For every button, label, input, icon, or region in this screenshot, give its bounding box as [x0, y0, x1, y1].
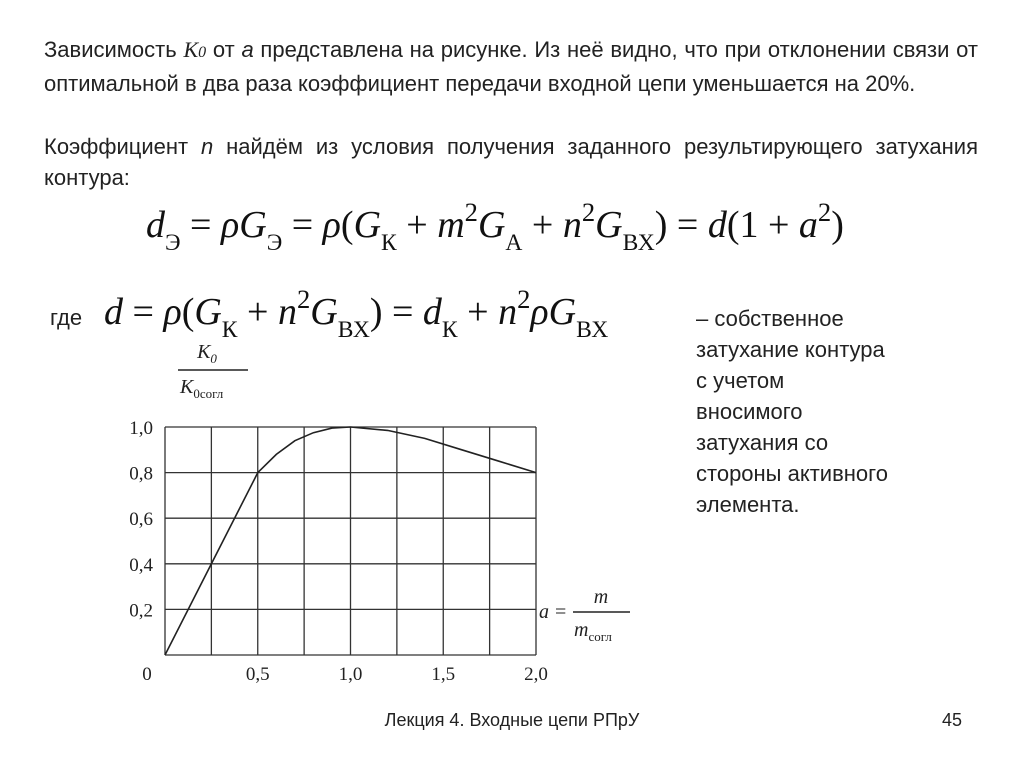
equation-1: $d_Э = \rho G_Э = \rho(G_К + m^2G_А + n^2G_{ВХ}) = d(1 + a^2)$: [146, 197, 844, 256]
xlabel-denominator: $m_{согл}$: [574, 619, 612, 644]
x-tick-label: 1,0: [338, 664, 363, 685]
paragraph-1: Зависимость K0 от a представлена на рисунке. Из неё видно, что при отклонении связи от оптимальной в два раза коэффициент передачи входной цепи уменьшается на 20%.: [44, 37, 978, 96]
xlabel-var: a: [539, 601, 549, 623]
where-label: где: [50, 305, 83, 330]
equation-2: $d = \rho(G_К + n^2G_{ВХ}) = d_К + n^2\rho G_{ВХ}$: [104, 284, 609, 343]
y-tick-label: 1,0: [129, 418, 153, 439]
ylabel-denominator: $K_{0согл}$: [180, 376, 224, 401]
definition-note: – собственное затухание контура с учетом вносимого затухания со стороны активного элемента.: [696, 306, 888, 517]
x-tick-label: 2,0: [524, 664, 548, 685]
ylabel-numerator: $K_0$: [197, 341, 217, 366]
x-tick-label: 0: [142, 664, 152, 685]
y-tick-label: 0,8: [129, 463, 153, 485]
y-tick-label: 0,4: [129, 554, 153, 576]
chart-grid: [165, 427, 536, 655]
xlabel-eq: =: [555, 601, 567, 623]
y-tick-label: 0,6: [129, 509, 153, 531]
x-tick-label: 0,5: [245, 664, 270, 685]
footer-title: Лекция 4. Входные цепи РПрУ: [384, 710, 640, 730]
x-tick-label: 1,5: [431, 664, 456, 685]
y-tick-label: 0,2: [129, 600, 153, 622]
xlabel-numerator: m: [593, 586, 609, 608]
paragraph-2: Коэффициент n найдём из условия получения заданного результирующего затухания контура:: [44, 134, 978, 190]
page-number: 45: [942, 710, 963, 730]
